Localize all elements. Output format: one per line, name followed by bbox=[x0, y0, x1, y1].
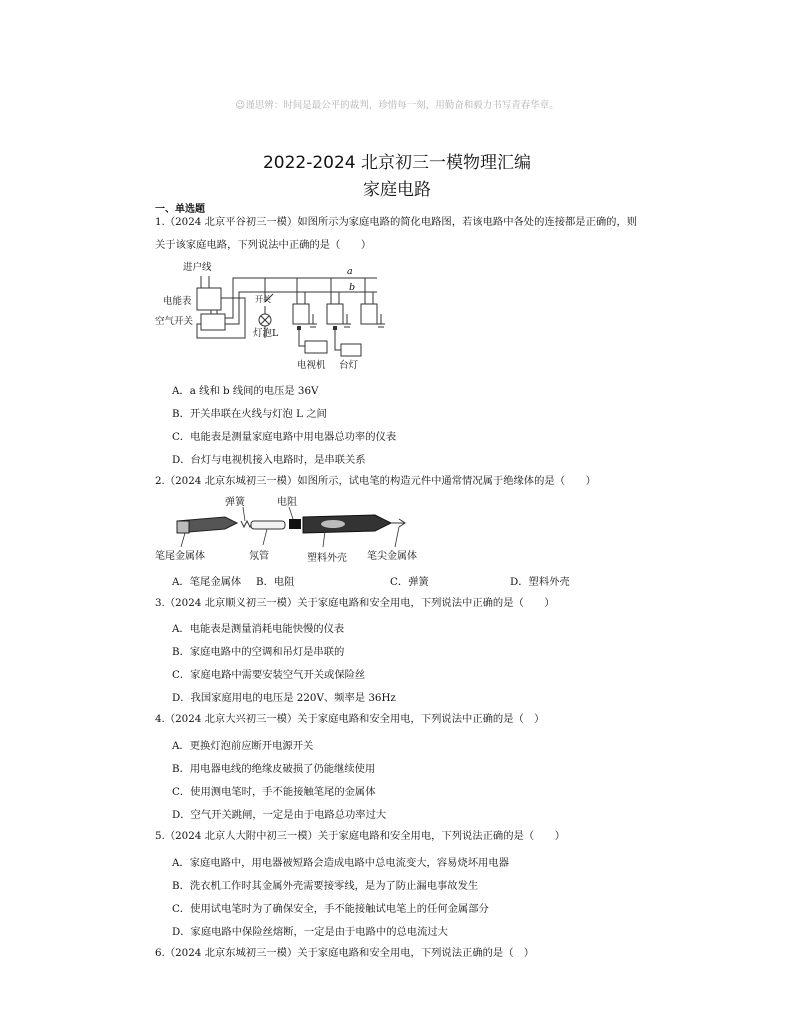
q3-option-d: D．我国家庭用电的电压是 220V、频率是 36Hz bbox=[172, 692, 396, 704]
q3-option-c: C．家庭电路中需要安装空气开关或保险丝 bbox=[172, 669, 366, 681]
test-pen-diagram bbox=[155, 493, 435, 565]
label-neon-tube: 氖管 bbox=[249, 551, 269, 562]
circuit-diagram bbox=[155, 258, 395, 376]
question-5-line1: 5.（2024 北京人大附中初三一模）关于家庭电路和安全用电，下列说法正确的是（ ） bbox=[155, 830, 565, 842]
q4-option-c: C．使用测电笔时，手不能接触笔尾的金属体 bbox=[172, 786, 376, 798]
q2-option-c: C．弹簧 bbox=[390, 576, 429, 588]
label-tv: 电视机 bbox=[297, 360, 326, 371]
question-2-line1: 2.（2024 北京东城初三一模）如图所示，试电笔的构造元件中通常情况属于绝缘体的是（ ） bbox=[155, 475, 596, 487]
question-1-line1: 1.（2024 北京平谷初三一模）如图所示为家庭电路的简化电路图，若该电路中各处的连接都是正确的，则 bbox=[155, 216, 638, 228]
q1-option-d: D．台灯与电视机接入电路时，是串联关系 bbox=[172, 454, 366, 466]
q3-option-b: B．家庭电路中的空调和吊灯是串联的 bbox=[172, 646, 345, 658]
question-3-line1: 3.（2024 北京顺义初三一模）关于家庭电路和安全用电，下列说法中正确的是（ ） bbox=[155, 597, 555, 609]
q5-option-b: B．洗衣机工作时其金属外壳需要接零线，是为了防止漏电事故发生 bbox=[172, 880, 479, 892]
q1-option-a: A．a 线和 b 线间的电压是 36V bbox=[172, 385, 319, 397]
q5-option-c: C．使用试电笔时为了确保安全，手不能接触试电笔上的任何金属部分 bbox=[172, 903, 489, 915]
label-line-a: a bbox=[347, 266, 353, 277]
section-heading: 一、单选题 bbox=[155, 204, 205, 215]
watermark: ☺谨思辨：时间是最公平的裁判，珍惜每一刻，用勤奋和毅力书写青春华章。 bbox=[235, 100, 559, 111]
label-line-b: b bbox=[349, 282, 356, 293]
label-spring: 弹簧 bbox=[225, 497, 245, 508]
q1-option-c: C．电能表是测量家庭电路中用电器总功率的仪表 bbox=[172, 431, 397, 443]
q4-option-b: B．用电器电线的绝缘皮破损了仍能继续使用 bbox=[172, 763, 376, 775]
page-subtitle: 家庭电路 bbox=[363, 180, 431, 200]
label-inlet: 进户线 bbox=[183, 262, 212, 273]
label-tip-metal: 笔尖金属体 bbox=[367, 551, 417, 562]
label-desk-lamp: 台灯 bbox=[339, 360, 359, 371]
q4-option-d: D．空气开关跳闸，一定是由于电路总功率过大 bbox=[172, 809, 387, 821]
q2-option-a: A．笔尾金属体 bbox=[172, 576, 242, 588]
q2-option-d: D．塑料外壳 bbox=[510, 576, 570, 588]
q4-option-a: A．更换灯泡前应断开电源开关 bbox=[172, 740, 314, 752]
q2-option-b: B．电阻 bbox=[256, 576, 295, 588]
label-switch: 开关 bbox=[255, 295, 271, 304]
label-breaker: 空气开关 bbox=[155, 316, 194, 327]
label-plastic-shell: 塑料外壳 bbox=[307, 553, 347, 564]
q1-option-b: B．开关串联在火线与灯泡 L 之间 bbox=[172, 408, 327, 420]
label-tail-metal: 笔尾金属体 bbox=[155, 551, 205, 562]
label-resistor: 电阻 bbox=[277, 497, 297, 508]
question-6-line1: 6.（2024 北京东城初三一模）关于家庭电路和安全用电，下列说法正确的是（ ） bbox=[155, 947, 535, 959]
question-1-line2: 关于该家庭电路，下列说法中正确的是（ ） bbox=[155, 239, 372, 251]
label-bulb: 灯泡L bbox=[253, 328, 279, 339]
label-meter: 电能表 bbox=[163, 296, 192, 307]
question-4-line1: 4.（2024 北京大兴初三一模）关于家庭电路和安全用电，下列说法中正确的是（ ） bbox=[155, 713, 545, 725]
q3-option-a: A．电能表是测量消耗电能快慢的仪表 bbox=[172, 623, 345, 635]
page-title: 2022-2024 北京初三一模物理汇编 bbox=[262, 153, 532, 173]
q5-option-d: D．家庭电路中保险丝熔断，一定是由于电路中的总电流过大 bbox=[172, 926, 448, 938]
q5-option-a: A．家庭电路中，用电器被短路会造成电路中总电流变大，容易烧坏用电器 bbox=[172, 857, 509, 869]
